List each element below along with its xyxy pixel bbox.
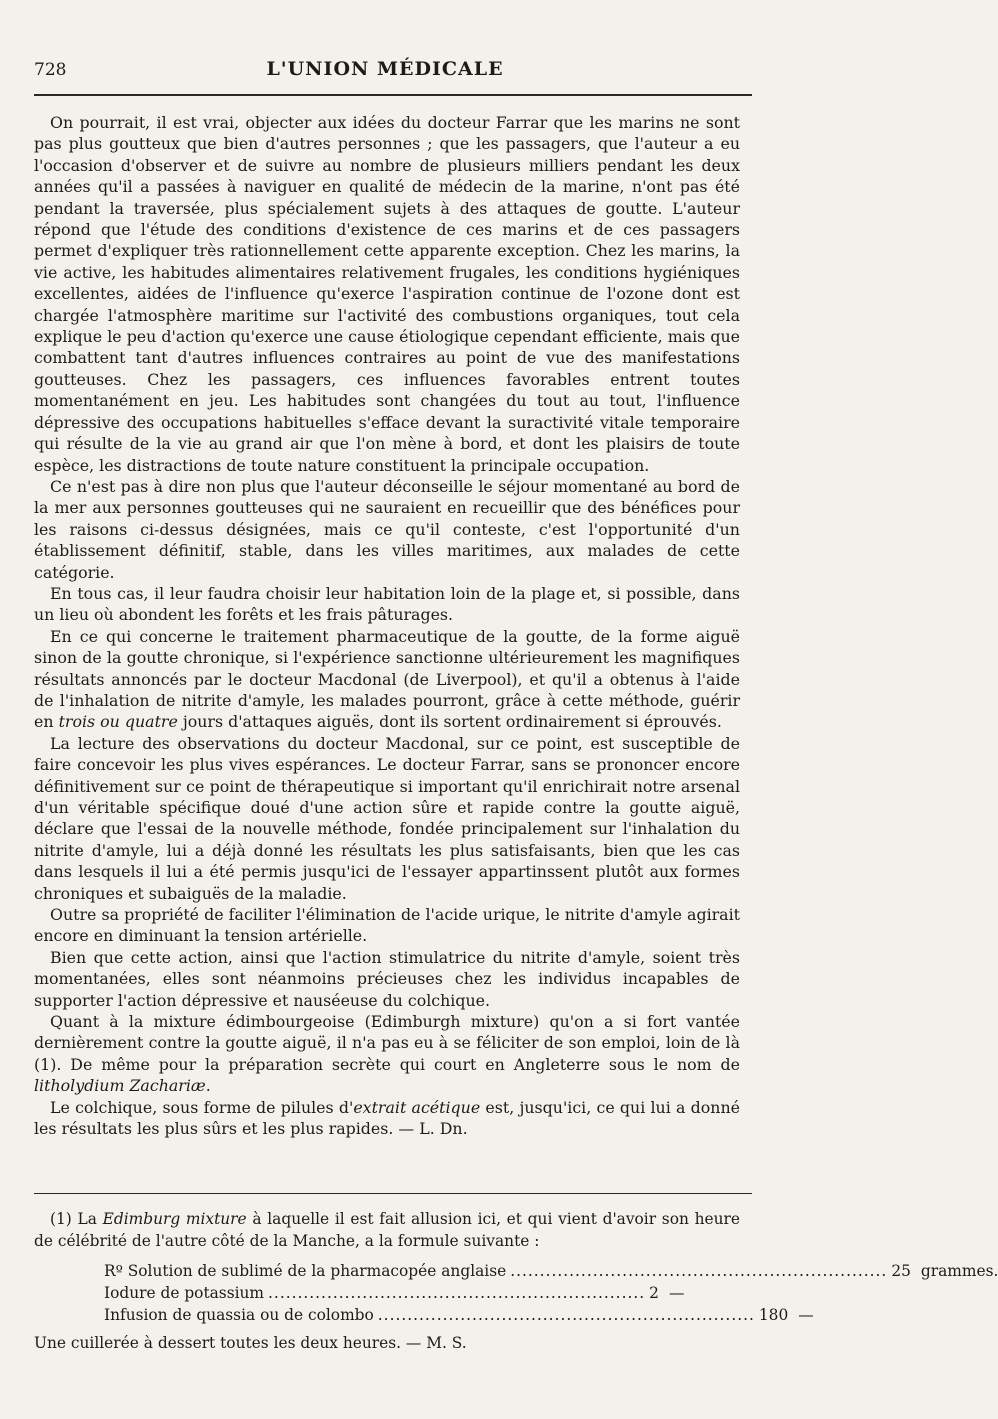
text-run: Le colchique, sous forme de pilules d' xyxy=(50,1097,354,1117)
dot-leader: ................................................................ xyxy=(268,1284,646,1302)
paragraph: On pourrait, il est vrai, objecter aux idées du docteur Farrar que les marins ne sont pas plus goutteux que bien d'autres personnes ; que les passagers, que l'auteur a eu l'occasion d'observer et de suivre au nombre de plusieurs milliers pendant les deux années qu'il a passées à naviguer en qualité de médecin de la marine, n'ont pas été pendant la traversée, plus spécialement sujets à des attaques de goutte. L'auteur répond que l'étude des conditions d'existence de ces marins et de ces passagers permet d'expliquer très rationnellement cette apparente exception. Chez les marins, la vie active, les habitudes alimentaires relativement frugales, les conditions hygiéniques excellentes, aidées de l'influence qu'exerce l'aspiration continue de l'ozone dont est chargée l'atmosphère maritime sur l'activité des combustions organiques, tout cela explique le peu d'action qu'exerce une cause étiologique cependant efficiente, mais que combattent tant d'autres influences contraires au point de vue des manifestations goutteuses. Chez les passagers, ces influences favorables entrent toutes momentanément en jeu. Les habitudes sont changées du tout au tout, l'influence dépressive des occupations habituelles s'efface devant la suractivité vitale temporaire qui résulte de la vie au grand air que l'on mène à bord, et dont les plaisirs de toute espèce, les distractions de toute nature constituent la principale occupation. xyxy=(34,113,740,475)
italic-run: Edimburg mixture xyxy=(102,1210,247,1228)
paragraph: La lecture des observations du docteur Macdonal, sur ce point, est susceptible de faire concevoir les plus vives espérances. Le docteur Farrar, sans se prononcer encore définitivement sur ce point de thérapeutique si important qu'il enrichirait notre arsenal d'un véritable spécifique doué d'une action sûre et rapide contre la goutte aiguë, déclare que l'essai de la nouvelle méthode, fondée principalement sur l'inhalation du nitrite d'amyle, lui a déjà donné les résultats les plus satisfaisants, bien que les cas dans lesquels il lui a été permis jusqu'ici de l'essayer appartinssent plutôt aux formes chroniques et subaiguës de la maladie. xyxy=(34,733,740,903)
recipe-quantity: 25 xyxy=(891,1262,911,1280)
recipe-row xyxy=(104,1260,998,1282)
paragraph xyxy=(34,1011,740,1097)
recipe-ingredient: Iodure de potassium xyxy=(104,1284,265,1302)
page-header xyxy=(34,56,736,88)
paragraph xyxy=(34,626,740,733)
paragraph xyxy=(34,1097,740,1140)
paragraph: En tous cas, il leur faudra choisir leur habitation loin de la plage et, si possible, dans un lieu où abondent les forêts et les frais pâturages. xyxy=(34,583,740,625)
recipe-unit: — xyxy=(668,1284,685,1302)
footnote-closing: Une cuillerée à dessert toutes les deux heures. — M. S. xyxy=(34,1334,467,1352)
recipe-unit: — xyxy=(798,1306,814,1324)
paragraph: Outre sa propriété de faciliter l'élimination de l'acide urique, le nitrite d'amyle agirait encore en diminuant la tension artérielle. xyxy=(34,905,740,946)
dot-leader: ................................................................ xyxy=(510,1262,888,1280)
recipe-row xyxy=(104,1304,814,1326)
italic-run: extrait acétique xyxy=(353,1097,481,1117)
footnote xyxy=(34,1208,998,1354)
footnote-rule xyxy=(34,1193,752,1194)
recipe-ingredient: Rº Solution de sublimé de la pharmacopée anglaise xyxy=(104,1262,507,1280)
recipe-list xyxy=(104,1260,998,1326)
text-run: jours d'attaques aiguës, dont ils sortent ordinairement si éprouvés. xyxy=(182,712,722,732)
italic-run: litholydium Zachariæ xyxy=(34,1076,206,1096)
paragraph: Bien que cette action, ainsi que l'action stimulatrice du nitrite d'amyle, soient très momentanées, elles sont néanmoins précieuses chez les individus incapables de supporter l'action dépressive et nauséeuse du colchique. xyxy=(34,947,740,1010)
text-run: à laquelle il est fait allusion ici, et qui vient d'avoir son heure de célébrité de l'autre côté de la Manche, a la formule suivante : xyxy=(34,1210,740,1250)
recipe-row xyxy=(104,1282,685,1304)
recipe-ingredient: Infusion de quassia ou de colombo xyxy=(104,1306,374,1324)
dot-leader: ................................................................ xyxy=(377,1306,755,1324)
footnote-marker: (1) La xyxy=(50,1210,97,1228)
text-run: est, jusqu'ici, ce qui lui a donné les résultats les plus sûrs et les plus rapides. — L. Dn. xyxy=(34,1097,740,1139)
page-number: 728 xyxy=(34,60,67,80)
text-run: Quant à la mixture édimbourgeoise (Edimburgh mixture) qu'on a si fort vantée dernièrement contre la goutte aiguë, il n'a pas eu à se féliciter de son emploi, loin de là (1). De même pour la préparation secrète qui court en Angleterre sous le nom de xyxy=(34,1012,740,1074)
paragraph: Ce n'est pas à dire non plus que l'auteur déconseille le séjour momentané au bord de la mer aux personnes goutteuses qui ne sauraient en recueillir que des bénéfices pour les raisons ci-dessus désignées, mais ce qu'il conteste, c'est l'opportunité d'un établissement définitif, stable, dans les villes maritimes, aux malades de cette catégorie. xyxy=(34,476,740,582)
footnote-text xyxy=(34,1208,740,1252)
recipe-quantity: 180 xyxy=(758,1306,789,1324)
text-run: . xyxy=(205,1076,211,1096)
italic-run: trois ou quatre xyxy=(58,712,178,732)
text-run: En ce qui concerne le traitement pharmaceutique de la goutte, de la forme aiguë sinon de la goutte chronique, si l'expérience sanctionne ultérieurement les magnifiques résultats annoncés par le docteur Macdonal (de Liverpool), et qu'il a obtenus à l'aide de l'inhalation de nitrite d'amyle, les malades pourront, grâce à cette méthode, guérir en xyxy=(34,626,740,732)
article-body xyxy=(34,112,740,1140)
header-rule xyxy=(34,94,752,96)
running-title: L'UNION MÉDICALE xyxy=(266,58,504,80)
recipe-unit: grammes. xyxy=(920,1262,998,1280)
recipe-quantity: 2 xyxy=(649,1284,659,1302)
